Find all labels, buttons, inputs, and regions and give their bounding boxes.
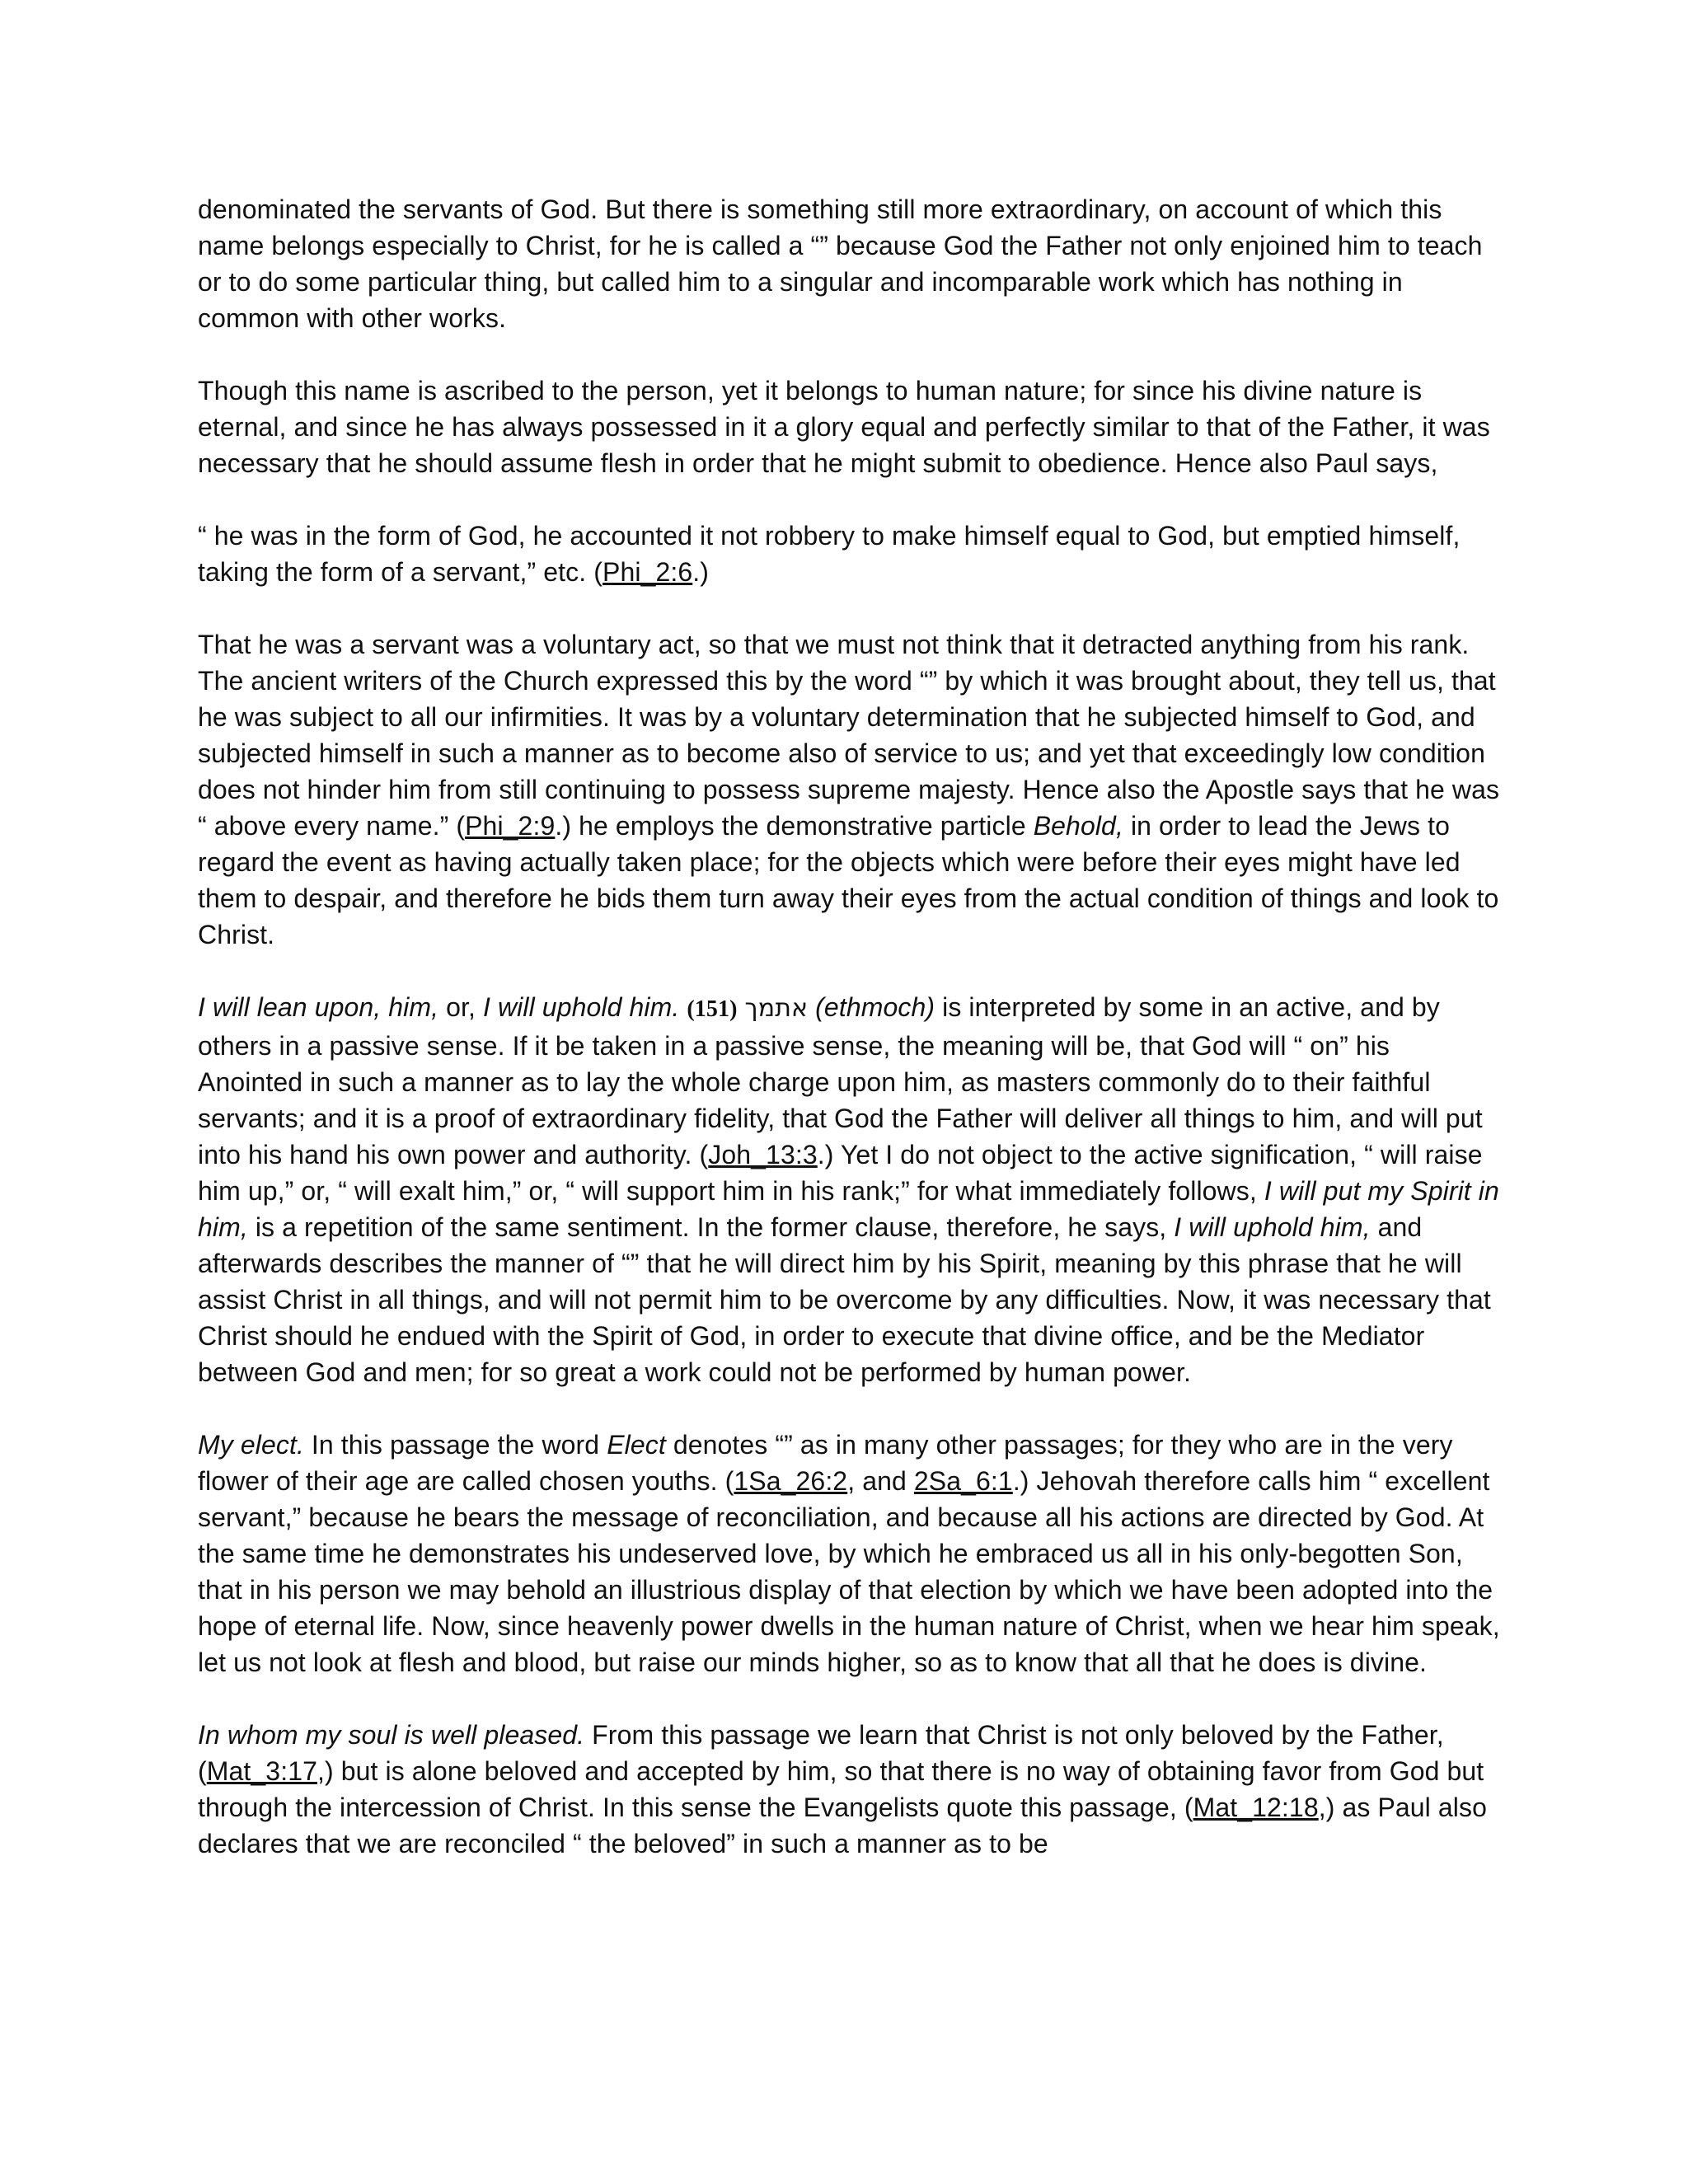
italic-text: In whom my soul is well pleased.: [198, 1720, 585, 1750]
scripture-reference-link[interactable]: Mat_3:17: [206, 1756, 317, 1786]
text-run: Though this name is ascribed to the person, yet it belongs to human nature; for since his divine nature is eternal, and since he has always possessed in it a glory equal and perfectly similar to that of the Father, it was necessary that he should assume flesh in order that he might submit to obedience. Hence also Paul says,: [198, 376, 1490, 478]
text-run: and afterwards describes the manner of “” that he will direct him by his Spirit, meaning by this phrase that he will assist Christ in all things, and will not permit him to be overcome by any difficulties. Now, it was necessary that Christ should he endued with the Spirit of God, in order to execute that divine office, and be the Mediator between God and men; for so great a work could not be performed by human power.: [198, 1212, 1491, 1387]
paragraph: [198, 191, 1500, 336]
text-run: denominated the servants of God. But there is something still more extraordinary, on account of which this name belongs especially to Christ, for he is called a “” because God the Father not only enjoined him to teach or to do some particular thing, but called him to a singular and incomparable work which has nothing in common with other works.: [198, 194, 1483, 333]
italic-text: I will lean upon, him,: [198, 992, 439, 1022]
text-run: .) Jehovah therefore calls him “ excellent servant,” because he bears the message of reconciliation, and because all his actions are directed by God. At the same time he demonstrates his undeserved love, by which he embraced us all in his only-begotten Son, that in his person we may behold an illustrious display of that election by which we have been adopted into the hope of eternal life. Now, since heavenly power dwells in the human nature of Christ, when we hear him speak, let us not look at flesh and blood, but raise our minds higher, so as to know that all that he does is divine.: [198, 1466, 1500, 1677]
text-run: .) Yet I do not object to the active signification, “ will raise him up,” or, “ will exalt him,” or, “ will support him in his rank;” for what immediately follows,: [198, 1140, 1483, 1206]
text-run: [738, 992, 745, 1022]
italic-text: My elect.: [198, 1430, 304, 1460]
paragraph: [198, 373, 1500, 481]
text-run: denotes “” as in many other passages; for they who are in the very flower of their age are called chosen youths. (: [198, 1430, 1453, 1496]
paragraph: [198, 1427, 1500, 1680]
italic-text: I will uphold him.: [482, 992, 680, 1022]
italic-text: (ethmoch): [815, 992, 935, 1022]
paragraph: [198, 626, 1500, 953]
paragraph: [198, 518, 1500, 590]
text-run: .): [692, 557, 709, 587]
text-run: ,) but is alone beloved and accepted by him, so that there is no way of obtaining favor from God but through the intercession of Christ. In this sense the Evangelists quote this passage, (: [198, 1756, 1484, 1822]
paragraph: [198, 1717, 1500, 1862]
scripture-reference-link[interactable]: Phi_2:6: [603, 557, 693, 587]
italic-text: Behold,: [1033, 811, 1123, 841]
text-run: , and: [847, 1466, 914, 1496]
scripture-reference-link[interactable]: 2Sa_6:1: [913, 1466, 1013, 1496]
text-run: in order to lead the Jews to regard the event as having actually taken place; for the objects which were before their eyes might have led them to despair, and therefore he bids them turn away their eyes from the actual condition of things and look to Christ.: [198, 811, 1499, 949]
text-run: [679, 992, 687, 1022]
scripture-reference-link[interactable]: 1Sa_26:2: [734, 1466, 848, 1496]
text-run: ,) as Paul also declares that we are reconciled “ the beloved” in such a manner as to be: [198, 1793, 1487, 1858]
italic-text: I will uphold him,: [1174, 1212, 1371, 1242]
paragraph: [198, 989, 1500, 1390]
scripture-reference-link[interactable]: Mat_12:18: [1193, 1793, 1319, 1822]
text-run: or,: [438, 992, 483, 1022]
text-run: “ he was in the form of God, he accounted it not robbery to make himself equal to God, but emptied himself, taking the form of a servant,” etc. (: [198, 521, 1461, 587]
text-run: That he was a servant was a voluntary act, so that we must not think that it detracted anything from his rank. The ancient writers of the Church expressed this by the word “” by which it was brought about, they tell us, that he was subject to all our infirmities. It was by a voluntary determination that he subjected himself to God, and subjected himself in such a manner as to become also of service to us; and yet that exceedingly low condition does not hinder him from still continuing to possess supreme majesty. Hence also the Apostle says that he was “ above every name.” (: [198, 630, 1500, 841]
italic-text: Elect: [607, 1430, 666, 1460]
document-page: [198, 191, 1500, 1862]
text-run: .) he employs the demonstrative particle: [555, 811, 1034, 841]
text-run: In this passage the word: [303, 1430, 607, 1460]
scripture-reference-link[interactable]: Joh_13:3: [708, 1140, 818, 1169]
scripture-reference-link[interactable]: Phi_2:9: [465, 811, 556, 841]
text-run: is a repetition of the same sentiment. In the former clause, therefore, he says,: [247, 1212, 1175, 1242]
hebrew-word: אתמך: [744, 994, 809, 1023]
italic-text: I will put my Spirit in him,: [198, 1176, 1499, 1242]
text-run: is interpreted by some in an active, and by others in a passive sense. If it be taken in a passive sense, the meaning will be, that God will “ on” his Anointed in such a manner as to lay the whole charge upon him, as masters commonly do to their faithful servants; and it is a proof of extraordinary fidelity, that God the Father will deliver all things to him, and will put into his hand his own power and authority. (: [198, 992, 1483, 1169]
footnote-marker: (151): [687, 996, 738, 1022]
text-run: [808, 992, 815, 1022]
text-run: From this passage we learn that Christ is not only beloved by the Father, (: [198, 1720, 1444, 1786]
